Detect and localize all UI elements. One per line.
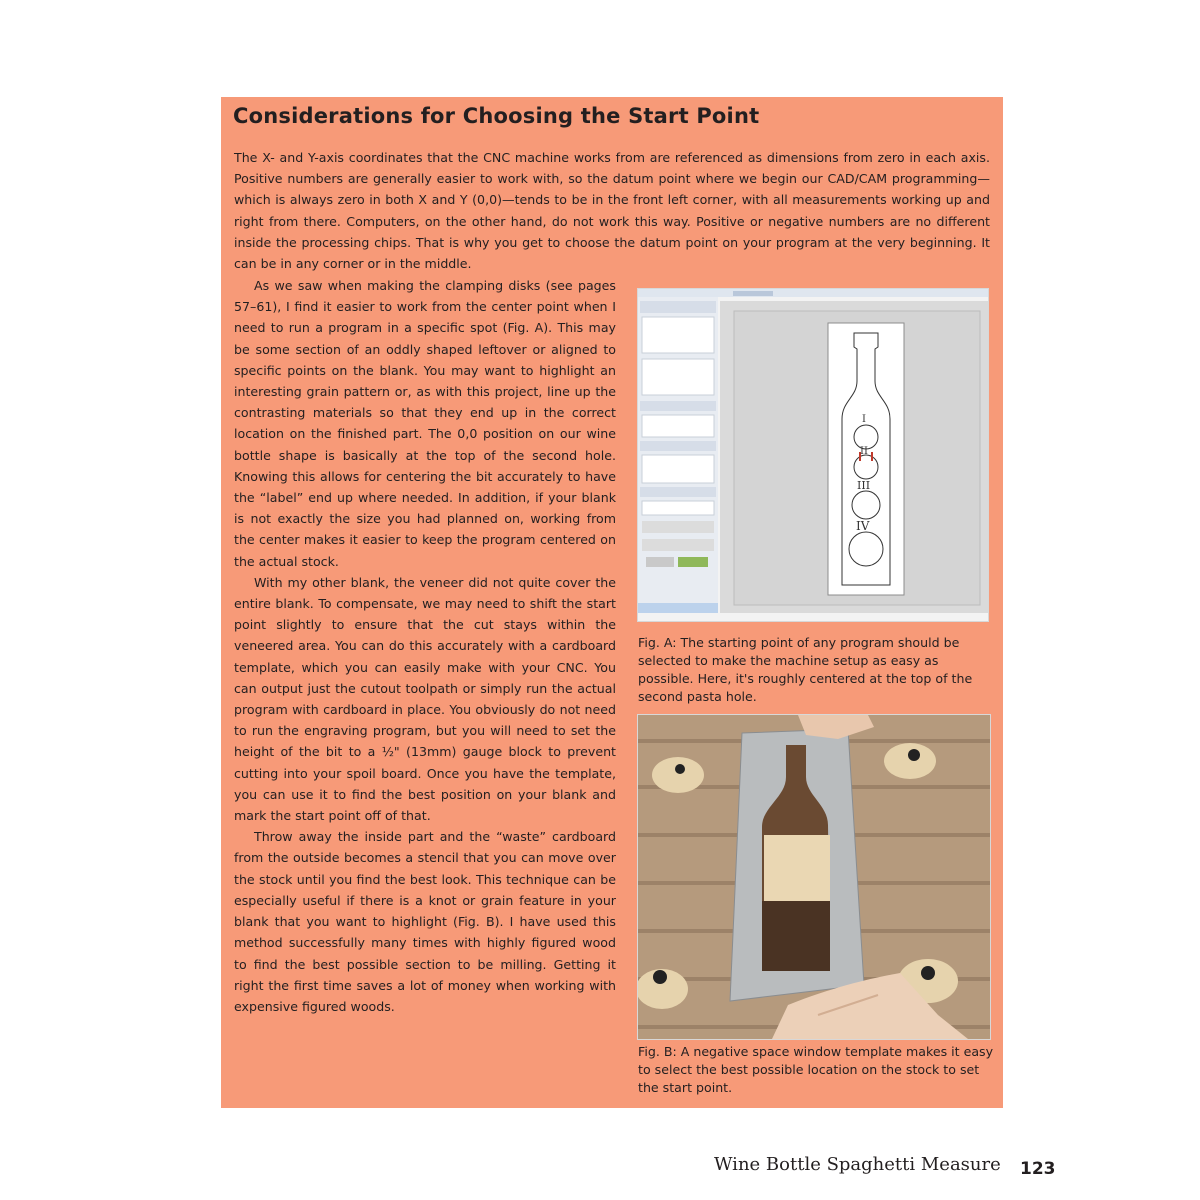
roman-label-4: IV xyxy=(856,519,870,533)
figure-b-caption: Fig. B: A negative space window template makes it easy to select the best possible location on the stock to set the start point. xyxy=(638,1044,994,1095)
body-paragraph-2: With my other blank, the veneer did not quite cover the entire blank. To compensate, we may need to shift the start point slightly to ensure that the cut stays within the veneered area. You can do this accurately with a cardboard template, which you can easily make with your CNC. You can output just the cutout toolpath or simply run the actual program with cardboard in place. You obviously do not need to run the engraving program, but you will need to set the height of the bit to a ½" (13mm) gauge block to prevent cutting into your spoil board. Once you have the template, you can use it to find the best position on your blank and mark the start point off of that. xyxy=(234,574,616,824)
figure-a-caption: Fig. A: The starting point of any program should be selected to make the machine setup as easy as possible. Here, it's roughly centered at the top of the second pasta hole. xyxy=(638,635,973,704)
roman-label-2: II xyxy=(860,446,868,457)
figure-a-software-screenshot xyxy=(637,288,989,622)
intro-paragraph: The X- and Y-axis coordinates that the CNC machine works from are referenced as dimensions from zero in each axis. Positive numbers are generally easier to work with, so the datum point where we begin our CAD/CAM programming—which is always zero in both X and Y (0,0)—tends to be in the front left corner, with all measurements working up and right from there. Computers, on the other hand, do not work this way. Positive or negative numbers are no different inside the processing chips. That is why you get to choose the datum point on your program at the very beginning. It can be in any corner or in the middle. xyxy=(234,150,990,272)
figure-b-template-photo xyxy=(637,714,991,1040)
running-footer-title: Wine Bottle Spaghetti Measure xyxy=(714,1154,1001,1175)
roman-label-1: I xyxy=(862,414,866,425)
roman-label-3: III xyxy=(857,479,871,492)
sidebar-heading: Considerations for Choosing the Start Point xyxy=(233,104,760,128)
body-paragraph-3: Throw away the inside part and the “waste” cardboard from the outside becomes a stencil that you can move over the stock until you find the best look. This technique can be especially useful if there is a knot or grain feature in your blank that you want to highlight (Fig. B). I have used this method successfully many times with highly figured wood to find the best possible section to be milling. Getting it right the first time saves a lot of money when working with expensive figured woods. xyxy=(234,829,616,1014)
body-paragraph-1: As we saw when making the clamping disks (see pages 57–61), I find it easier to work from the center point when I need to run a program in a specific spot (Fig. A). This may be some section of an oddly shaped leftover or aligned to specific points on the blank. You may want to highlight an interesting grain pattern or, as with this project, line up the contrasting materials so that they end up in the correct location on the finished part. The 0,0 position on our wine bottle shape is basically at the top of the second hole. Knowing this allows for centering the bit accurately to have the “label” end up where needed. In addition, if your blank is not exactly the size you had planned on, working from the center makes it easier to keep the program centered on the actual stock. xyxy=(234,278,616,569)
page-number: 123 xyxy=(1020,1159,1056,1179)
body-column xyxy=(234,275,616,1017)
